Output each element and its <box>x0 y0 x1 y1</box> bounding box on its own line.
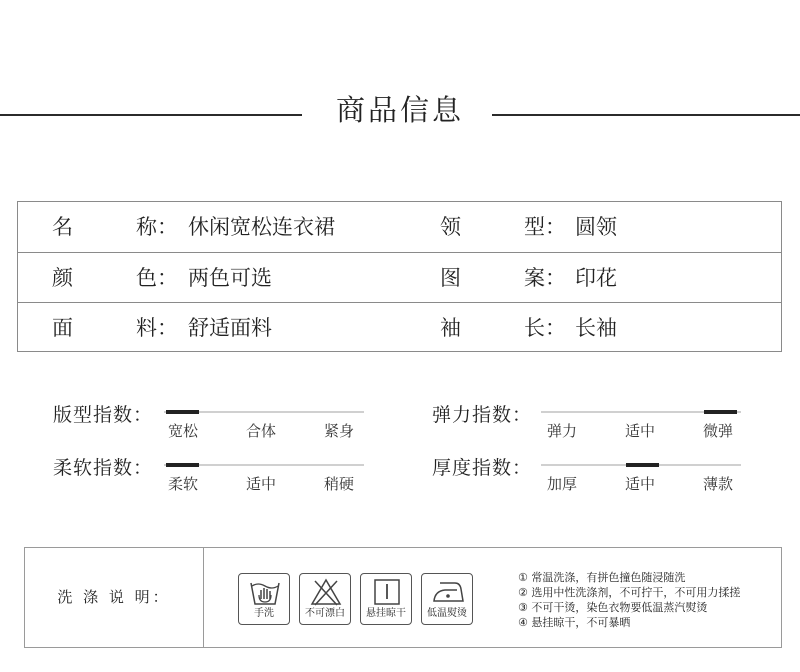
info-row <box>18 202 781 252</box>
wash-label: 洗 涤 说 明： <box>57 588 171 606</box>
wash-note: ③ 不可干烫，染色衣物要低温蒸汽熨烫 <box>518 601 708 614</box>
collar-value: 圆领 <box>575 215 617 239</box>
wash-divider <box>203 548 204 647</box>
care-text: 手洗 <box>254 608 274 619</box>
name-label: 名 称： <box>52 215 178 239</box>
wash-instructions-box <box>24 547 782 648</box>
info-row <box>18 252 781 303</box>
header-line-left <box>0 114 302 116</box>
elasticity-option: 微弹 <box>703 422 734 440</box>
care-text: 低温熨烫 <box>427 608 467 619</box>
care-text: 不可漂白 <box>305 608 345 619</box>
pattern-value: 印花 <box>575 266 617 290</box>
thickness-option: 加厚 <box>547 475 578 493</box>
elasticity-option: 弹力 <box>547 422 578 440</box>
softness-index-mark <box>166 463 199 467</box>
fit-option: 紧身 <box>324 422 355 440</box>
wash-note: ② 选用中性洗涤剂，不可拧干，不可用力揉搓 <box>518 586 741 599</box>
elasticity-option: 适中 <box>625 422 656 440</box>
name-value: 休闲宽松连衣裙 <box>188 215 335 239</box>
care-text: 悬挂晾干 <box>366 608 406 619</box>
elasticity-index-mark <box>704 410 737 414</box>
care-symbol <box>238 573 290 625</box>
pattern-label: 图 案： <box>440 266 566 290</box>
low-temp-iron-icon <box>431 577 465 607</box>
wash-note: ④ 悬挂晾干，不可暴晒 <box>518 616 631 629</box>
care-symbol <box>360 573 412 625</box>
hand-wash-icon <box>248 577 282 607</box>
sleeve-value: 长袖 <box>575 316 617 340</box>
fit-index-label: 版型指数： <box>53 404 154 426</box>
color-label: 颜 色： <box>52 266 178 290</box>
no-bleach-icon <box>309 577 343 607</box>
page-title: 商品信息 <box>335 93 464 127</box>
thickness-index-mark <box>626 463 659 467</box>
softness-index-label: 柔软指数： <box>53 457 154 479</box>
thickness-option: 薄款 <box>703 475 734 493</box>
thickness-option: 适中 <box>625 475 656 493</box>
color-value: 两色可选 <box>188 266 272 290</box>
sleeve-label: 袖 长： <box>440 316 566 340</box>
care-symbol <box>421 573 473 625</box>
fit-option: 宽松 <box>168 422 199 440</box>
softness-option: 柔软 <box>168 475 199 493</box>
hang-dry-icon <box>370 577 404 607</box>
product-info-table <box>17 201 782 352</box>
fit-index-mark <box>166 410 199 414</box>
fit-option: 合体 <box>246 422 277 440</box>
collar-label: 领 型： <box>440 215 566 239</box>
care-symbol <box>299 573 351 625</box>
fabric-value: 舒适面料 <box>188 316 272 340</box>
softness-option: 适中 <box>246 475 277 493</box>
fabric-label: 面 料： <box>52 316 178 340</box>
info-row <box>18 302 781 353</box>
thickness-index-label: 厚度指数： <box>432 457 533 479</box>
softness-option: 稍硬 <box>324 475 355 493</box>
elasticity-index-label: 弹力指数： <box>432 404 533 426</box>
header-line-right <box>492 114 800 116</box>
wash-note: ① 常温洗涤，有拼色撞色随浸随洗 <box>518 571 686 584</box>
